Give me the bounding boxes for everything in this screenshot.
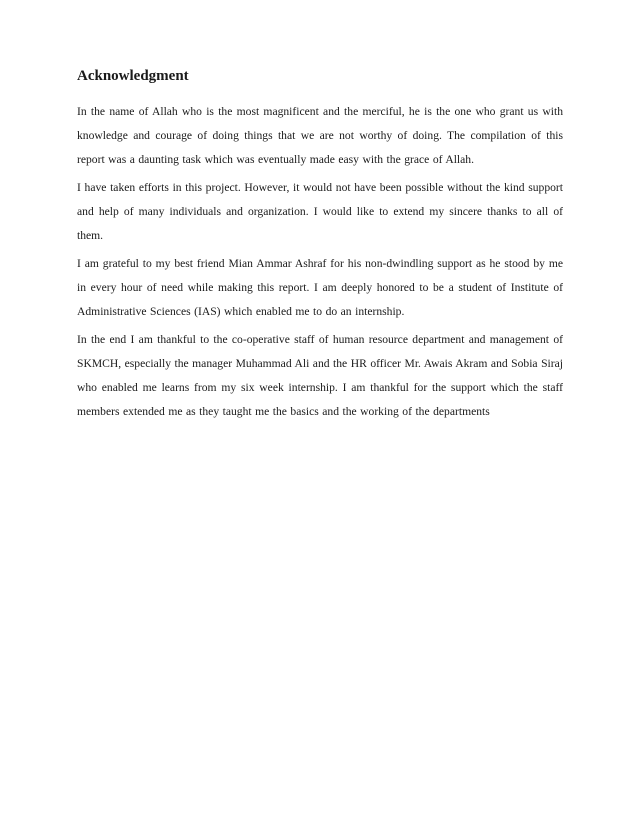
paragraph-2: I have taken efforts in this project. However, it would not have been possible without the kind support and help of many individuals and organization. I would like to extend my sincere thanks to all of them.: [77, 181, 563, 242]
paragraph-1: In the name of Allah who is the most magnificent and the merciful, he is the one who grant us with knowledge and courage of doing things that we are not worthy of doing. The compilation of this report was a daunting task which was eventually made easy with the grace of Allah.: [77, 105, 563, 166]
paragraph-3: I am grateful to my best friend Mian Ammar Ashraf for his non-dwindling support as he stood by me in every hour of need while making this report. I am deeply honored to be a student of Institute of Administrative Sciences (IAS) which enabled me to do an internship.: [77, 257, 563, 318]
document-body: [77, 66, 563, 428]
paragraph-4: In the end I am thankful to the co-operative staff of human resource department and management of SKMCH, especially the manager Muhammad Ali and the HR officer Mr. Awais Akram and Sobia Siraj who enabled me learns from my six week internship. I am thankful for the support which the staff members extended me as they taught me the basics and the working of the departments: [77, 333, 563, 418]
page-title: Acknowledgment: [77, 68, 189, 84]
